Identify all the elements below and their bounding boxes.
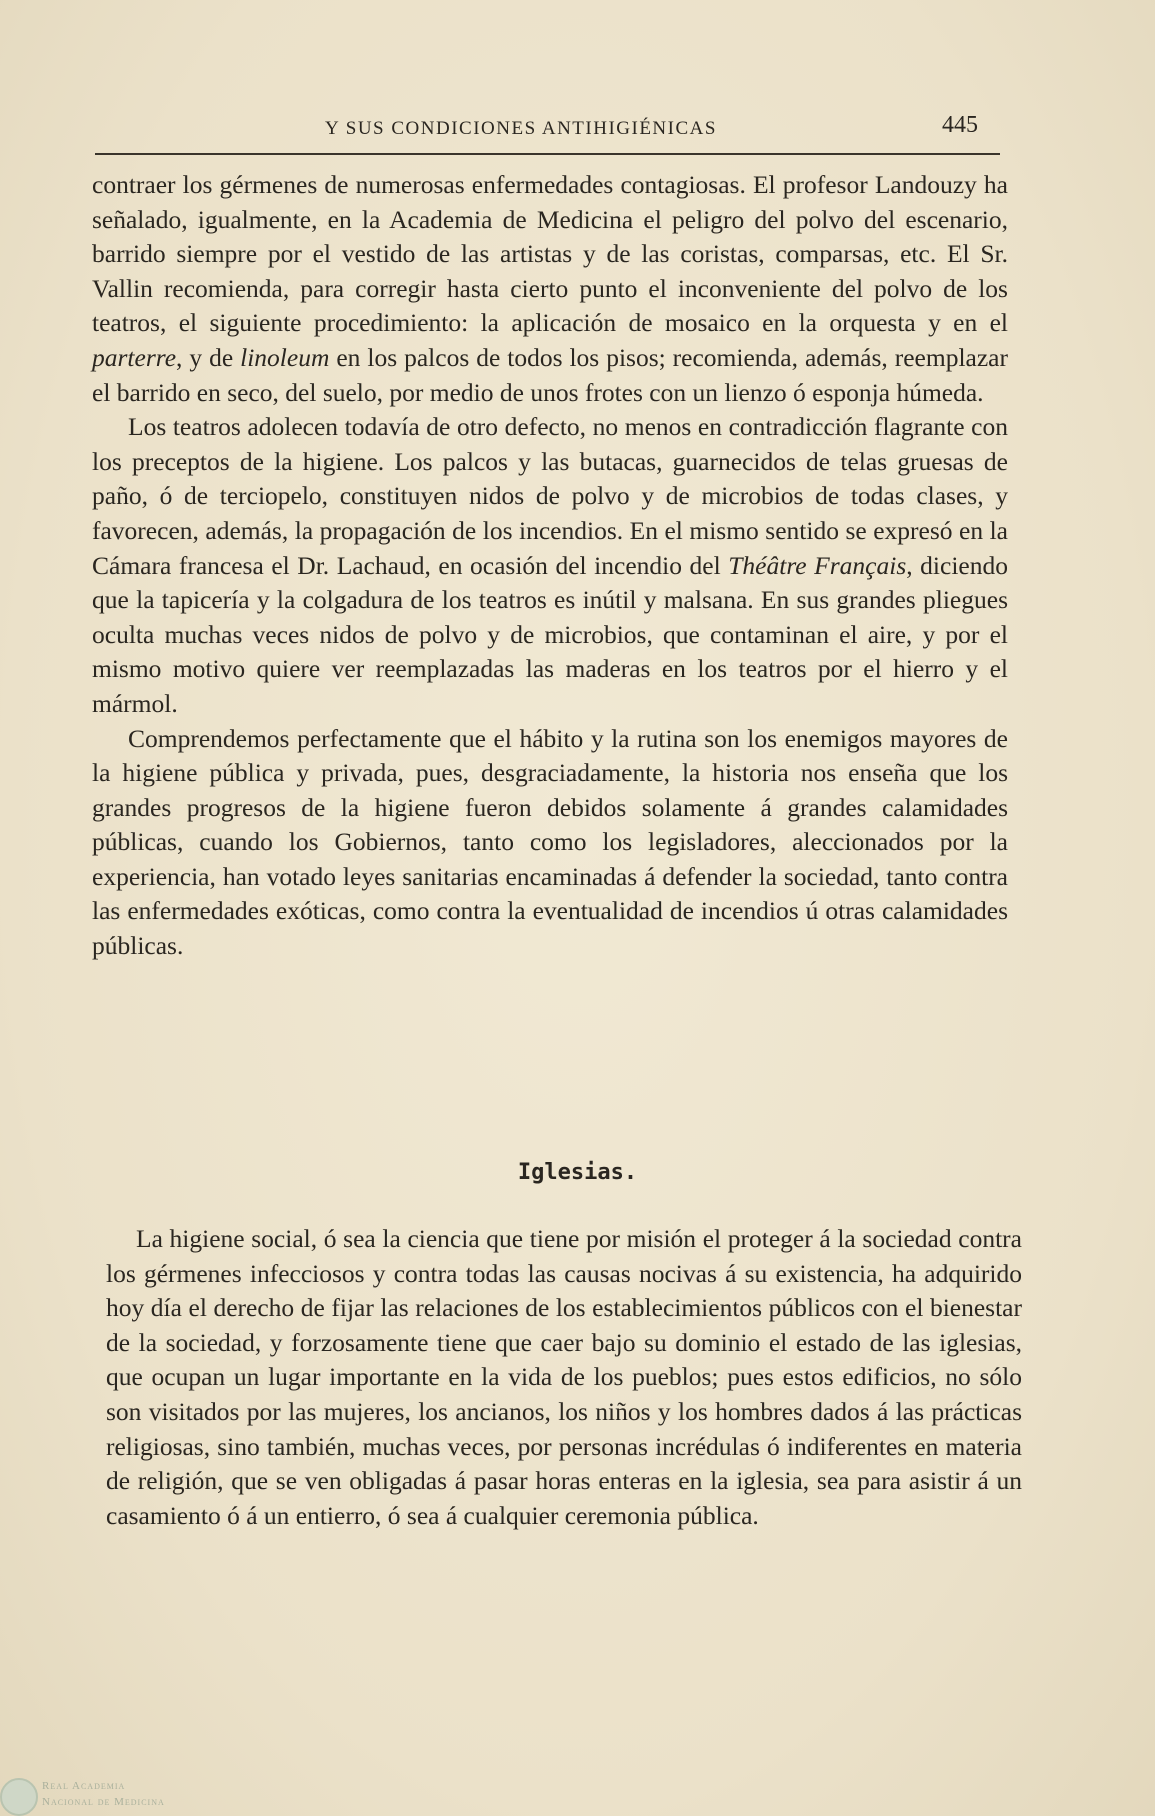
page-number: 445 [942,112,978,138]
stamp-line-1: Real Academia [42,1780,126,1792]
running-head: Y SUS CONDICIONES ANTIHIGIÉNICAS [325,118,717,139]
paragraph-3: Comprendemos perfectamente que el hábito y la rutina son los enemigos mayores de la higiene pública y privada, pues, desgraciadamente, la historia nos enseña que los grandes progresos de la higiene fueron debidos solamente á grandes calamidades públicas, cuando los Gobiernos, tanto como los legisladores, aleccionados por la experiencia, han votado leyes sanitarias encaminadas á defender la sociedad, tanto contra las enfermedades exóticas, como contra la eventualidad de incendios ú otras calamidades públicas. [92,723,1008,961]
library-stamp [0,1774,260,1814]
section-heading: Iglesias. [517,1160,638,1185]
paragraph-2: Los teatros adolecen todavía de otro defecto, no menos en contradicción flagrante con los preceptos de la higiene. Los palcos y las butacas, guarnecidos de telas gruesas de paño, ó de terciopelo, constituyen nidos de polvo y de microbios de todas clases, y favorecen, además, la propagación de los incendios. En el mismo sentido se expresó en la Cámara francesa el Dr. Lachaud, en ocasión del incendio del Théâtre Français, diciendo que la tapicería y la colgadura de los teatros es inútil y malsana. En sus grandes pliegues oculta muchas veces nidos de polvo y de microbios, que contaminan el aire, y por el mismo motivo quiere ver reemplazadas las maderas en los teatros por el hierro y el mármol. [92,412,1008,718]
main-text [92,168,1008,964]
seal-icon [0,1778,38,1816]
section-text [106,1222,1022,1533]
header-rule [95,153,1000,155]
italic-term-linoleum: linoleum [240,342,330,372]
section-paragraph: La higiene social, ó sea la ciencia que tiene por misión el proteger á la sociedad contra los gérmenes infecciosos y contra todas las causas nocivas á su existencia, ha adquirido hoy día el derecho de fijar las relaciones de los establecimientos públicos con el bienestar de la sociedad, y forzosamente tiene que caer bajo su dominio el estado de las iglesias, que ocupan un lugar importante en la vida de los pueblos; pues estos edificios, no sólo son visitados por las mujeres, los ancianos, los niños y los hombres dados á las prácticas religiosas, sino también, muchas veces, por personas incrédulas ó indiferentes en materia de religión, que se ven obligadas á pasar horas enteras en la iglesia, sea para asistir á un casamiento ó á un entierro, ó sea á cualquier ceremonia pública. [106,1224,1022,1530]
stamp-line-2: Nacional de Medicina [42,1796,165,1808]
paragraph-1: contraer los gérmenes de numerosas enfermedades contagiosas. El profesor Landouzy ha señalado, igualmente, en la Academia de Medicina el peligro del polvo del escenario, barrido siempre por el vestido de las artistas y de las coristas, comparsas, etc. El Sr. Vallin recomienda, para corregir hasta cierto punto el inconveniente del polvo de los teatros, el siguiente procedimiento: la aplicación de mosaico en la orquesta y en el parterre, y de linoleum en los palcos de todos los pisos; recomienda, además, reemplazar el barrido en seco, del suelo, por medio de unos frotes con un lienzo ó esponja húmeda. [92,170,1008,407]
italic-term-parterre: parterre [92,342,177,372]
page-header [95,112,1000,148]
italic-term-theatre: Théâtre Français [728,550,907,580]
